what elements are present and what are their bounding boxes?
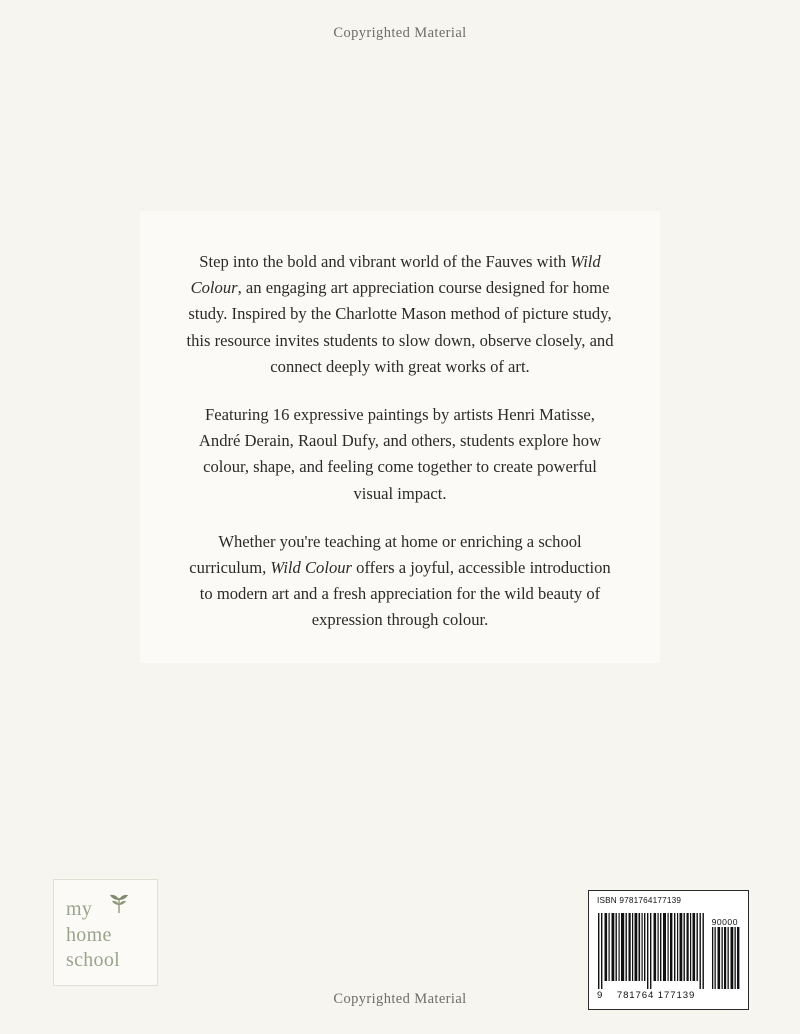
publisher-logo [53,879,158,986]
paragraph-3-text-b: offers a joyful, accessible introduction to modern art and a fresh appreciation for the wild beauty of expression through colour. [199,558,611,630]
barcode-digits-left: 9 [597,990,604,1001]
isbn-label: ISBN 9781764177139 [597,896,682,905]
logo-line-1: my [66,898,93,920]
logo-line-3: school [66,949,121,972]
paragraph-3-text-a: Whether you're teaching at home or enriching a school curriculum, [189,531,582,578]
paragraph-2-text: Featuring 16 expressive paintings by artists Henri Matisse, André Derain, Raoul Dufy, and others, students explore how colour, shape, and feeling come together to create powerful visual impact. [198,405,602,503]
barcode-addon-bars [712,927,742,989]
barcode-digits-right: 781764 177139 [616,990,696,1001]
copyright-notice-top: Copyrighted Material [333,25,467,41]
paragraph-1-text-b: , an engaging art appreciation course designed for home study. Inspired by the Charlotte Mason method of picture study, this resource invites students to slow down, observe closely, and connect deeply with great works of art. [186,278,614,376]
book-title-italic-2: Wild Colour [270,558,353,578]
paragraph-1-text-a: Step into the bold and vibrant world of the Fauves with [199,252,571,271]
copyright-notice-bottom: Copyrighted Material [333,991,467,1007]
barcode-main-bars [598,913,706,989]
price-code-label: 90000 [711,917,738,927]
description-paragraph-2 [184,402,616,507]
description-paragraph-3 [184,529,616,634]
description-paragraph-1 [184,249,616,380]
publisher-logo-text [66,897,120,974]
logo-line-2: home [66,923,112,946]
book-title-italic-1: Wild Colour [190,252,601,298]
book-description-panel [140,211,660,663]
